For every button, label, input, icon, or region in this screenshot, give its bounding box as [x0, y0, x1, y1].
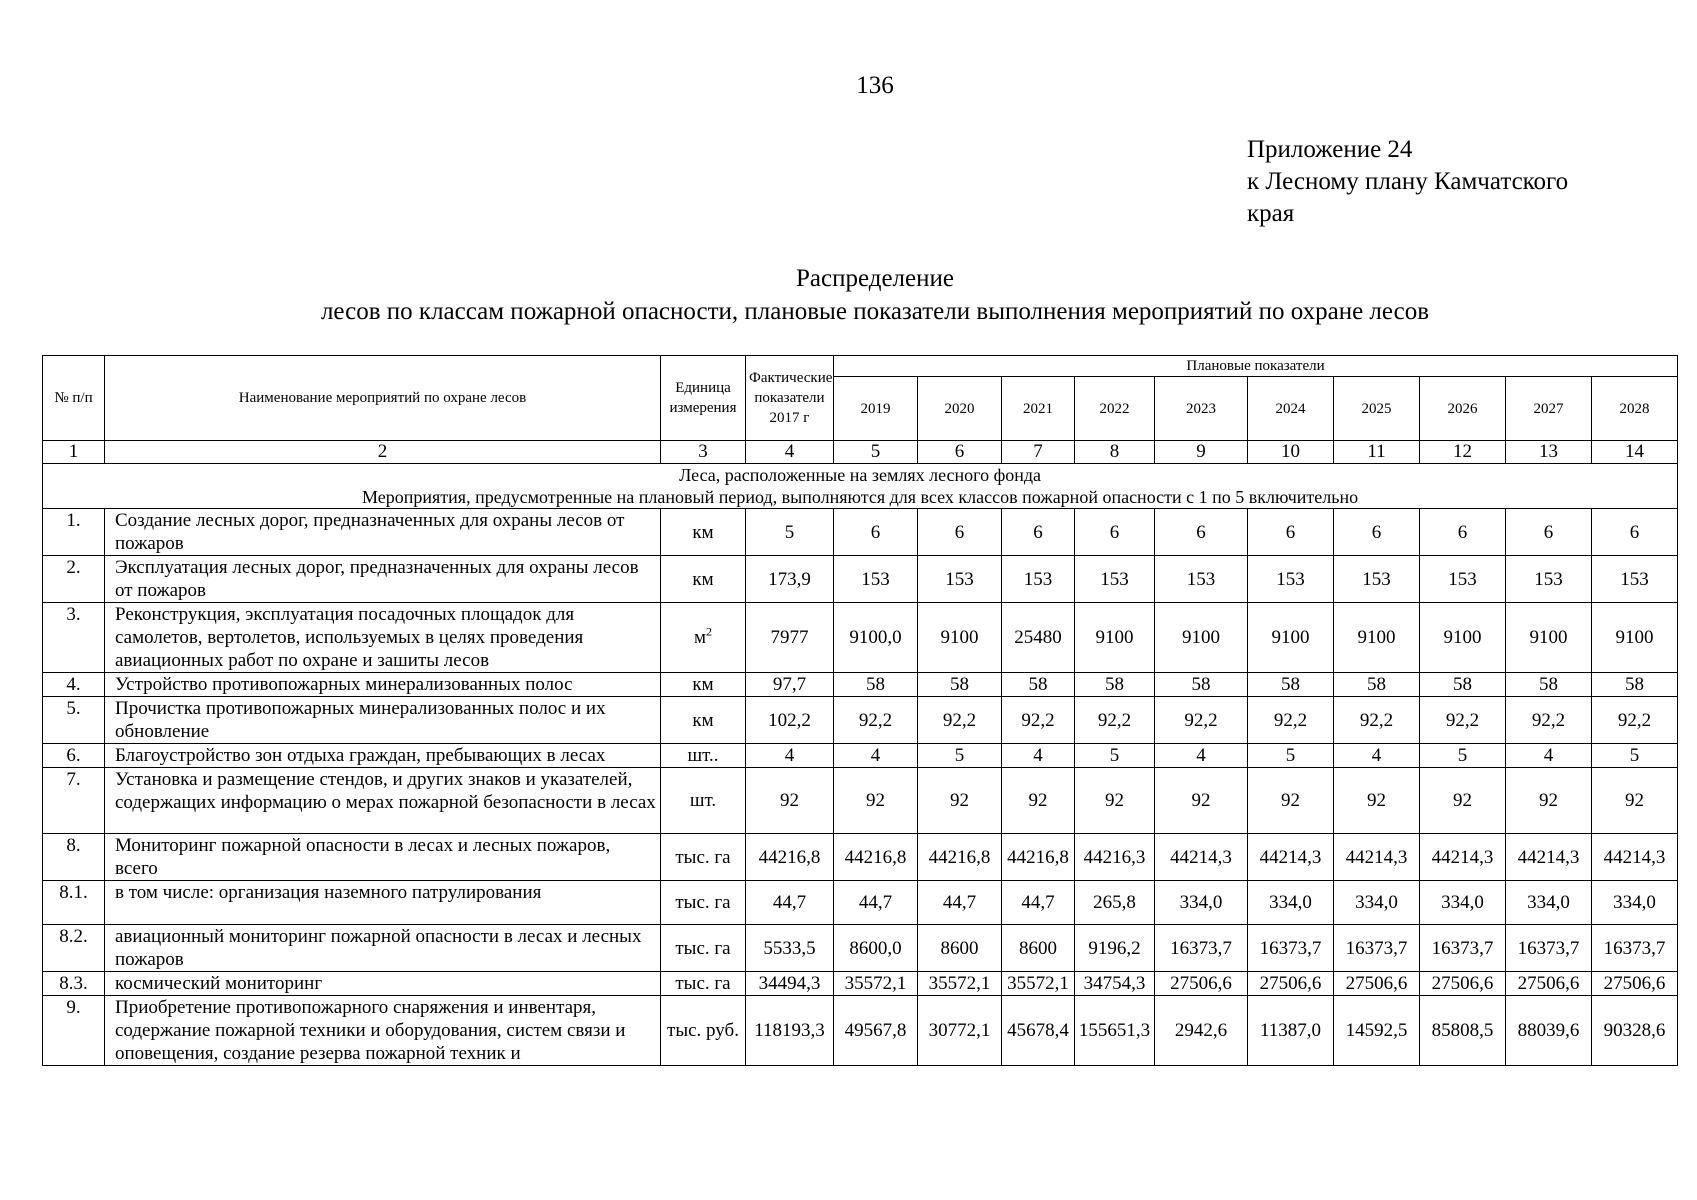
- unit-cell: [661, 925, 746, 972]
- planned-value: 58: [1334, 673, 1420, 697]
- header-year: 2021: [1002, 377, 1075, 441]
- document-title: [0, 262, 1697, 328]
- planned-value: 9196,2: [1075, 925, 1155, 972]
- table-row: [43, 603, 1678, 673]
- unit-cell: [661, 556, 746, 603]
- planned-value: 27506,6: [1334, 972, 1420, 996]
- planned-value: 153: [1155, 556, 1248, 603]
- planned-value: 5: [1592, 744, 1678, 768]
- measure-name: Благоустройство зон отдыха граждан, пребывающих в лесах: [105, 744, 661, 768]
- unit-text: км: [692, 674, 714, 695]
- planned-value: 6: [834, 509, 918, 556]
- planned-value: 58: [834, 673, 918, 697]
- planned-value: 6: [1334, 509, 1420, 556]
- table-row: [43, 509, 1678, 556]
- planned-value: 58: [1248, 673, 1334, 697]
- planned-value: 44,7: [834, 881, 918, 925]
- column-index: 11: [1334, 441, 1420, 464]
- table-row: [43, 697, 1678, 744]
- planned-value: 92: [1592, 768, 1678, 834]
- planned-value: 4: [834, 744, 918, 768]
- planned-value: 334,0: [1420, 881, 1506, 925]
- planned-value: 92,2: [1334, 697, 1420, 744]
- planned-value: 92,2: [1592, 697, 1678, 744]
- planned-value: 16373,7: [1248, 925, 1334, 972]
- planned-value: 25480: [1002, 603, 1075, 673]
- header-year: 2022: [1075, 377, 1155, 441]
- column-index: 2: [105, 441, 661, 464]
- planned-value: 9100: [1334, 603, 1420, 673]
- planned-value: 27506,6: [1592, 972, 1678, 996]
- measure-name: Создание лесных дорог, предназначенных для охраны лесов от пожаров: [105, 509, 661, 556]
- header-year: 2025: [1334, 377, 1420, 441]
- measure-name: Установка и размещение стендов, и других знаков и указателей, содержащих информацию о мерах пожарной безопасности в лесах: [105, 768, 661, 834]
- unit-text: шт.: [689, 790, 717, 811]
- planned-value: 44214,3: [1334, 834, 1420, 881]
- unit-cell: [661, 768, 746, 834]
- column-index: 8: [1075, 441, 1155, 464]
- planned-value: 35572,1: [834, 972, 918, 996]
- planned-value: 9100,0: [834, 603, 918, 673]
- planned-value: 27506,6: [1420, 972, 1506, 996]
- planned-value: 88039,6: [1506, 996, 1592, 1066]
- planned-value: 6: [1592, 509, 1678, 556]
- header-year: 2024: [1248, 377, 1334, 441]
- actual-value: 173,9: [746, 556, 834, 603]
- unit-text: м: [693, 627, 707, 648]
- planned-value: 92: [1248, 768, 1334, 834]
- planned-value: 92: [834, 768, 918, 834]
- measure-name: Мониторинг пожарной опасности в лесах и лесных пожаров, всего: [105, 834, 661, 881]
- measure-name: Устройство противопожарных минерализованных полос: [105, 673, 661, 697]
- unit-text: км: [692, 709, 714, 731]
- column-index-row: [43, 441, 1678, 464]
- planned-value: 58: [918, 673, 1002, 697]
- planned-value: 27506,6: [1155, 972, 1248, 996]
- measure-name: в том числе: организация наземного патрулирования: [105, 881, 661, 925]
- planned-value: 44214,3: [1506, 834, 1592, 881]
- column-index: 4: [746, 441, 834, 464]
- column-index: 1: [43, 441, 105, 464]
- planned-value: 34754,3: [1075, 972, 1155, 996]
- row-number: 1.: [43, 509, 105, 556]
- planned-value: 16373,7: [1506, 925, 1592, 972]
- table-row: [43, 881, 1678, 925]
- planned-value: 9100: [1592, 603, 1678, 673]
- planned-value: 153: [1592, 556, 1678, 603]
- row-number: 5.: [43, 697, 105, 744]
- planned-value: 4: [1334, 744, 1420, 768]
- table-row: [43, 996, 1678, 1066]
- planned-value: 153: [1506, 556, 1592, 603]
- planned-value: 92: [1002, 768, 1075, 834]
- table-row: [43, 834, 1678, 881]
- actual-value: 92: [746, 768, 834, 834]
- row-number: 8.2.: [43, 925, 105, 972]
- planned-value: 49567,8: [834, 996, 918, 1066]
- planned-value: 90328,6: [1592, 996, 1678, 1066]
- table-row: [43, 556, 1678, 603]
- column-index: 12: [1420, 441, 1506, 464]
- planned-value: 58: [1075, 673, 1155, 697]
- unit-cell: [661, 996, 746, 1066]
- planned-value: 155651,3: [1075, 996, 1155, 1066]
- unit-cell: [661, 834, 746, 881]
- planned-value: 58: [1592, 673, 1678, 697]
- column-index: 5: [834, 441, 918, 464]
- planned-value: 6: [1420, 509, 1506, 556]
- planned-value: 8600: [918, 925, 1002, 972]
- planned-value: 44,7: [918, 881, 1002, 925]
- planned-value: 44216,8: [834, 834, 918, 881]
- planned-value: 92,2: [1155, 697, 1248, 744]
- planned-value: 153: [1248, 556, 1334, 603]
- actual-value: 44,7: [746, 881, 834, 925]
- planned-value: 16373,7: [1420, 925, 1506, 972]
- column-index: 7: [1002, 441, 1075, 464]
- planned-value: 44,7: [1002, 881, 1075, 925]
- planned-value: 4: [1155, 744, 1248, 768]
- planned-value: 334,0: [1506, 881, 1592, 925]
- planned-value: 6: [1248, 509, 1334, 556]
- unit-cell: [661, 972, 746, 996]
- planned-value: 9100: [1075, 603, 1155, 673]
- planned-value: 92,2: [918, 697, 1002, 744]
- planned-value: 11387,0: [1248, 996, 1334, 1066]
- planned-value: 153: [1420, 556, 1506, 603]
- planned-value: 92,2: [834, 697, 918, 744]
- planned-value: 58: [1506, 673, 1592, 697]
- planned-value: 4: [1506, 744, 1592, 768]
- unit-cell: [661, 881, 746, 925]
- header-year: 2026: [1420, 377, 1506, 441]
- unit-text: км: [692, 568, 714, 590]
- planned-value: 334,0: [1592, 881, 1678, 925]
- header-planned: Плановые показатели: [834, 356, 1678, 377]
- planned-value: 92,2: [1506, 697, 1592, 744]
- planned-value: 265,8: [1075, 881, 1155, 925]
- planned-value: 58: [1420, 673, 1506, 697]
- actual-value: 4: [746, 744, 834, 768]
- row-number: 6.: [43, 744, 105, 768]
- unit-text: тыс. га: [675, 846, 731, 868]
- header-year: 2023: [1155, 377, 1248, 441]
- appendix-note: [1247, 134, 1568, 230]
- unit-cell: [661, 697, 746, 744]
- planned-value: 6: [1002, 509, 1075, 556]
- section-line-2: Мероприятия, предусмотренные на плановый период, выполняются для всех классов пожарной опасности с 1 по 5 включительно: [361, 487, 1359, 507]
- measure-name: космический мониторинг: [105, 972, 661, 996]
- table-row: [43, 768, 1678, 834]
- measure-name: Эксплуатация лесных дорог, предназначенных для охраны лесов от пожаров: [105, 556, 661, 603]
- actual-value: 102,2: [746, 697, 834, 744]
- planned-value: 9100: [1420, 603, 1506, 673]
- actual-value: 97,7: [746, 673, 834, 697]
- planned-value: 92,2: [1420, 697, 1506, 744]
- planned-value: 92: [1155, 768, 1248, 834]
- section-heading: [43, 464, 1678, 509]
- planned-value: 9100: [1248, 603, 1334, 673]
- planned-value: 4: [1002, 744, 1075, 768]
- planned-value: 92,2: [1002, 697, 1075, 744]
- planned-value: 92: [918, 768, 1002, 834]
- row-number: 3.: [43, 603, 105, 673]
- actual-value: 34494,3: [746, 972, 834, 996]
- header-num: № п/п: [43, 356, 105, 441]
- title-line-2: лесов по классам пожарной опасности, плановые показатели выполнения мероприятий по охране лесов: [320, 298, 1430, 325]
- planned-value: 44216,8: [1002, 834, 1075, 881]
- unit-text: тыс. руб.: [667, 1020, 739, 1041]
- unit-text: тыс. га: [675, 892, 731, 913]
- planned-value: 334,0: [1334, 881, 1420, 925]
- table-row: [43, 673, 1678, 697]
- planned-value: 5: [918, 744, 1002, 768]
- planned-value: 6: [1506, 509, 1592, 556]
- actual-value: 7977: [746, 603, 834, 673]
- planned-value: 5: [1075, 744, 1155, 768]
- measure-name: Реконструкция, эксплуатация посадочных площадок для самолетов, вертолетов, используемых в целях проведения авиационных работ по охране и зашиты лесов: [105, 603, 661, 673]
- header-actual: Фактические показатели 2017 г: [746, 356, 834, 441]
- planned-value: 58: [1002, 673, 1075, 697]
- planned-value: 5: [1248, 744, 1334, 768]
- table-row: [43, 744, 1678, 768]
- planned-value: 92,2: [1075, 697, 1155, 744]
- planned-value: 58: [1155, 673, 1248, 697]
- planned-value: 153: [918, 556, 1002, 603]
- row-number: 8.1.: [43, 881, 105, 925]
- planned-value: 334,0: [1248, 881, 1334, 925]
- unit-cell: [661, 673, 746, 697]
- row-number: 9.: [43, 996, 105, 1066]
- planned-value: 85808,5: [1420, 996, 1506, 1066]
- title-line-1: Распределение: [796, 265, 954, 292]
- planned-value: 27506,6: [1506, 972, 1592, 996]
- row-number: 2.: [43, 556, 105, 603]
- unit-text: км: [692, 521, 714, 543]
- column-index: 6: [918, 441, 1002, 464]
- unit-cell: [661, 744, 746, 768]
- planned-value: 153: [834, 556, 918, 603]
- planned-value: 8600: [1002, 925, 1075, 972]
- section-line-1: Леса, расположенные на землях лесного фонда: [679, 465, 1042, 485]
- unit-superscript: 2: [706, 624, 713, 639]
- planned-value: 153: [1334, 556, 1420, 603]
- planned-value: 5: [1420, 744, 1506, 768]
- planned-value: 16373,7: [1155, 925, 1248, 972]
- measure-name: Прочистка противопожарных минерализованных полос и их обновление: [105, 697, 661, 744]
- actual-value: 5533,5: [746, 925, 834, 972]
- unit-cell: [661, 603, 746, 673]
- actual-value: 5: [746, 509, 834, 556]
- planned-value: 9100: [1155, 603, 1248, 673]
- planned-value: 6: [918, 509, 1002, 556]
- measure-name: Приобретение противопожарного снаряжения и инвентаря, содержание пожарной техники и оборудования, систем связи и оповещения, создание резерва пожарной техник и: [105, 996, 661, 1066]
- column-index: 9: [1155, 441, 1248, 464]
- planned-value: 153: [1002, 556, 1075, 603]
- row-number: 7.: [43, 768, 105, 834]
- planned-value: 92: [1075, 768, 1155, 834]
- header-unit: Единица измерения: [661, 356, 746, 441]
- section-row: [43, 464, 1678, 509]
- forest-protection-table: [42, 355, 1678, 1066]
- planned-value: 35572,1: [918, 972, 1002, 996]
- header-row-1: [43, 356, 1678, 377]
- planned-value: 334,0: [1155, 881, 1248, 925]
- planned-value: 44214,3: [1248, 834, 1334, 881]
- planned-value: 44214,3: [1155, 834, 1248, 881]
- planned-value: 27506,6: [1248, 972, 1334, 996]
- appendix-line-1: Приложение 24: [1247, 136, 1413, 163]
- unit-text: тыс. га: [675, 937, 731, 959]
- header-year: 2020: [918, 377, 1002, 441]
- appendix-line-3: края: [1247, 200, 1295, 227]
- planned-value: 44214,3: [1420, 834, 1506, 881]
- actual-value: 118193,3: [746, 996, 834, 1066]
- planned-value: 9100: [918, 603, 1002, 673]
- measure-name: авиационный мониторинг пожарной опасности в лесах и лесных пожаров: [105, 925, 661, 972]
- planned-value: 6: [1155, 509, 1248, 556]
- planned-value: 92: [1334, 768, 1420, 834]
- row-number: 8.3.: [43, 972, 105, 996]
- unit-text: тыс. га: [675, 973, 731, 994]
- planned-value: 44216,8: [918, 834, 1002, 881]
- header-year: 2027: [1506, 377, 1592, 441]
- actual-value: 44216,8: [746, 834, 834, 881]
- column-index: 13: [1506, 441, 1592, 464]
- row-number: 8.: [43, 834, 105, 881]
- appendix-line-2: к Лесному плану Камчатского: [1247, 168, 1569, 195]
- planned-value: 6: [1075, 509, 1155, 556]
- planned-value: 16373,7: [1592, 925, 1678, 972]
- planned-value: 92,2: [1248, 697, 1334, 744]
- header-name: Наименование мероприятий по охране лесов: [105, 356, 661, 441]
- unit-cell: [661, 509, 746, 556]
- header-year: 2019: [834, 377, 918, 441]
- column-index: 10: [1248, 441, 1334, 464]
- table-row: [43, 972, 1678, 996]
- header-year: 2028: [1592, 377, 1678, 441]
- planned-value: 30772,1: [918, 996, 1002, 1066]
- planned-value: 92: [1420, 768, 1506, 834]
- planned-value: 9100: [1506, 603, 1592, 673]
- planned-value: 44216,3: [1075, 834, 1155, 881]
- planned-value: 8600,0: [834, 925, 918, 972]
- planned-value: 153: [1075, 556, 1155, 603]
- planned-value: 44214,3: [1592, 834, 1678, 881]
- unit-text: шт..: [687, 745, 719, 766]
- table-row: [43, 925, 1678, 972]
- planned-value: 14592,5: [1334, 996, 1420, 1066]
- planned-value: 2942,6: [1155, 996, 1248, 1066]
- row-number: 4.: [43, 673, 105, 697]
- column-index: 3: [661, 441, 746, 464]
- page-number: 136: [856, 72, 894, 99]
- planned-value: 35572,1: [1002, 972, 1075, 996]
- planned-value: 92: [1506, 768, 1592, 834]
- planned-value: 16373,7: [1334, 925, 1420, 972]
- column-index: 14: [1592, 441, 1678, 464]
- planned-value: 45678,4: [1002, 996, 1075, 1066]
